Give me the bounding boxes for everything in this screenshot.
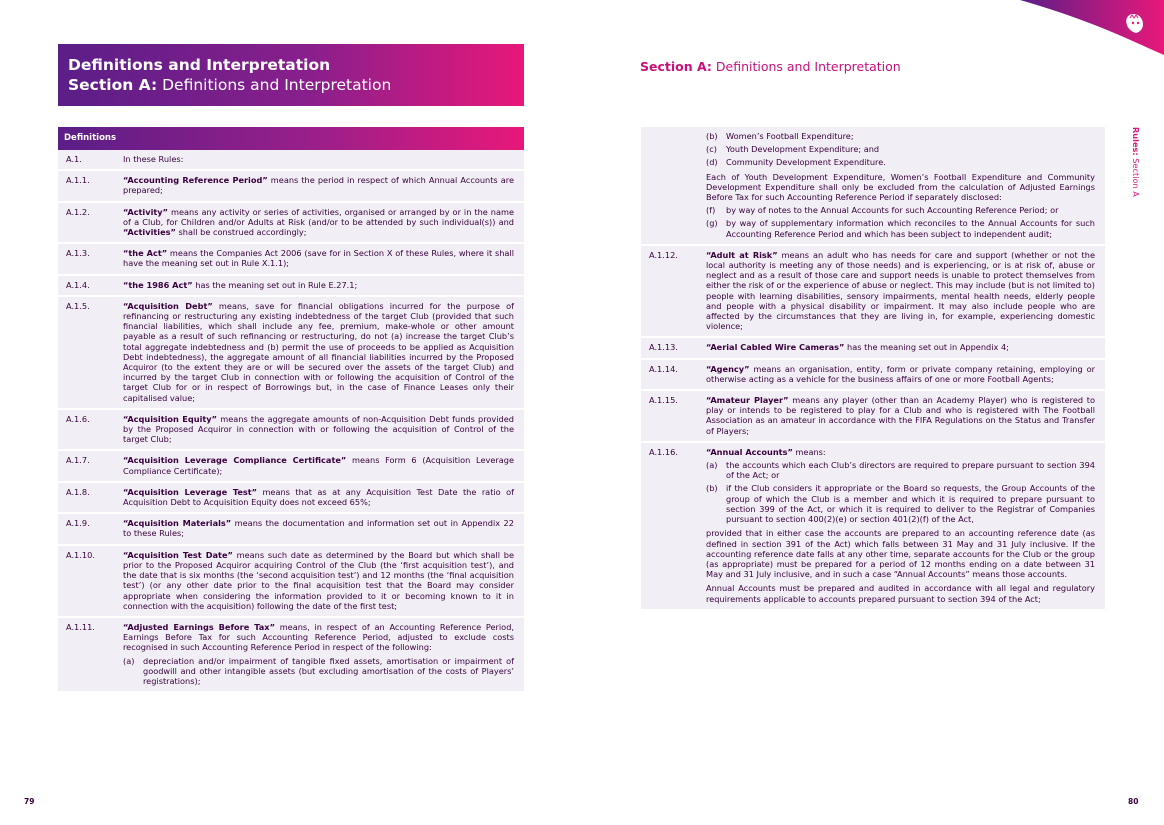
rule-number: A.1.16. xyxy=(649,446,678,457)
defined-term: “Acquisition Test Date” xyxy=(123,549,233,560)
defined-term: “Aerial Cabled Wire Cameras” xyxy=(706,342,845,353)
side-label-prefix: Rules: xyxy=(1131,127,1141,156)
corner-brand-graphic xyxy=(1020,0,1164,55)
side-section-label xyxy=(1131,127,1141,197)
section-heading-prefix: Section A: xyxy=(640,59,712,74)
definition-row-a113 xyxy=(58,244,524,275)
rule-number: A.1.9. xyxy=(66,518,90,529)
defined-term: “Accounting Reference Period” xyxy=(123,175,268,186)
rule-text xyxy=(123,518,514,538)
rule-body: means, save for financial obligations incurred for the purpose of refinancing or restructuring any existing indebtedness of the target Club (provided that such financial liabilities, which shall include any fee, premium, make-whole or other amount payable as a result of such refinancing or restructuring, do not (a) increase the target Club’s total aggregate indebtedness and (b) permit the use of proceeds to be applied as Acquisition Debt indebtedness), the aggregate amount of all financial liabilities incurred by the Proposed Acquiror (to the extent they are or will be secured over the assets of the target Club) and incurred by the target Club in connection with or following the acquisition of Control of the target Club for or in respect of Borrowings but, in the case of Finance Leases only their capitalised value; xyxy=(123,300,514,403)
definition-row-a117 xyxy=(58,451,524,482)
rule-body: means any activity or series of activities, organised or arranged by or in the name of a Club, for Children and/or Adults at Risk (and/or to be attended by such individual(s)) and xyxy=(123,206,514,227)
defined-term: “Agency” xyxy=(706,363,750,374)
rule-body: means the period in respect of which Annual Accounts are prepared; xyxy=(123,175,515,196)
rule-body: means, in respect of an Accounting Reference Period, Earnings Before Tax for such Accounting Reference Period, adjusted to exclude costs recognised in such Accounting Reference Period in respect of the following: xyxy=(123,621,514,653)
sub-text: Youth Development Expenditure; and xyxy=(726,144,880,155)
definitions-header: Definitions xyxy=(58,127,524,150)
sub-text: the accounts which each Club’s directors are required to prepare pursuant to section 394 of the Act; or xyxy=(726,460,1095,481)
defined-term: “Acquisition Leverage Compliance Certificate” xyxy=(123,455,347,466)
definition-row-a111 xyxy=(58,171,524,202)
definition-row-a114 xyxy=(58,276,524,297)
sub-item xyxy=(706,460,1095,480)
section-heading-rest: Definitions and Interpretation xyxy=(711,59,901,74)
rule-text xyxy=(123,414,514,445)
definition-row-a118 xyxy=(58,483,524,514)
rule-body: has the meaning set out in Appendix 4; xyxy=(844,342,1009,353)
rule-text xyxy=(123,487,514,507)
defined-term: “Activity” xyxy=(123,206,169,217)
definition-row-a1110 xyxy=(58,546,524,618)
rule-number: A.1.15. xyxy=(649,395,678,406)
rule-body: means the Companies Act 2006 (save for in Section X of these Rules, where it shall have the meaning set out in Rule X.1.1); xyxy=(123,248,514,269)
rule-body: means the documentation and information set out in Appendix 22 to these Rules; xyxy=(123,518,514,539)
rule-number: A.1.10. xyxy=(66,549,95,560)
sub-label: (a) xyxy=(123,655,135,666)
rule-text xyxy=(123,301,514,403)
rule-number-empty xyxy=(649,131,706,239)
definition-row-a116 xyxy=(58,410,524,452)
defined-term: “Acquisition Materials” xyxy=(123,518,232,529)
sub-item xyxy=(706,483,1095,524)
page-number-right: 80 xyxy=(1128,797,1139,806)
rule-body: means the aggregate amounts of non-Acquisition Debt funds provided by the Proposed Acquiror in connection with or following the acquisition of Control of the target Club; xyxy=(123,413,514,445)
definition-row-a1113 xyxy=(641,338,1105,359)
rule-text xyxy=(123,455,514,475)
sub-text: Community Development Expenditure. xyxy=(726,157,886,168)
title-section xyxy=(68,75,514,95)
rule-body: means such date as determined by the Board but which shall be prior to the Proposed Acquiror acquiring Control of the Club (the ‘first acquisition test’), and the date that is six months (the ‘second acquisition test’) and 12 months (the ‘final acquisition test’) (or any other date prior to the final acquisition test that the Board may consider appropriate when considering the information provided to it or becoming known to it in connection with the acquisition) following the date of the first test; xyxy=(123,549,514,611)
definition-row-a1111-continued xyxy=(641,127,1105,246)
defined-term: “Acquisition Debt” xyxy=(123,300,213,311)
rule-text xyxy=(123,175,514,195)
defined-term: “the Act” xyxy=(123,248,168,259)
rule-text xyxy=(706,447,1095,604)
sub-label: (g) xyxy=(706,218,718,229)
sub-label: (f) xyxy=(706,205,716,216)
rule-text xyxy=(706,342,1095,352)
rule-number: A.1.3. xyxy=(66,248,90,259)
rule-body: means Form 6 (Acquisition Leverage Compliance Certificate); xyxy=(123,455,514,476)
defined-term: “Activities” xyxy=(123,227,176,238)
rule-number: A.1.11. xyxy=(66,621,95,632)
rule-number: A.1.4. xyxy=(66,279,90,290)
sub-item xyxy=(706,205,1095,215)
rule-text xyxy=(706,131,1095,239)
paragraph: provided that in either case the accounts are prepared to an accounting reference date (as defined in section 391 of the Act) which falls between 31 May and 31 July inclusive. If the accounting reference date falls at any other time, separate accounts for the Club or the group (as appropriate) must be prepared for a period of 12 months ending on a date between 31 May and 31 July inclusive, and in such a case “Annual Accounts” means those accounts. xyxy=(706,528,1095,580)
rule-text xyxy=(123,280,514,290)
rule-number: A.1.14. xyxy=(649,363,678,374)
sub-item xyxy=(706,144,1095,154)
page-number-left: 79 xyxy=(24,797,35,806)
defined-term: “Adjusted Earnings Before Tax” xyxy=(123,621,275,632)
rule-number: A.1.12. xyxy=(649,249,678,260)
rule-body: means: xyxy=(792,446,826,457)
sub-label: (b) xyxy=(706,131,718,141)
rule-number: A.1.1. xyxy=(66,175,90,186)
rule-number: A.1.13. xyxy=(649,342,678,353)
rule-text xyxy=(123,207,514,238)
paragraph: Each of Youth Development Expenditure, Women’s Football Expenditure and Community Development Expenditure shall only be excluded from the calculation of Adjusted Earnings Before Tax for such Accounting Reference Period if separately disclosed: xyxy=(706,171,1095,203)
rule-body: means that as at any Acquisition Test Date the ratio of Acquisition Debt to Acquisition Equity does not exceed 65%; xyxy=(123,486,514,508)
rule-text xyxy=(123,248,514,268)
rule-body: has the meaning set out in Rule E.27.1; xyxy=(192,279,358,290)
defined-term: “Acquisition Equity” xyxy=(123,413,218,424)
defined-term: “Acquisition Leverage Test” xyxy=(123,486,258,497)
defined-term: “Adult at Risk” xyxy=(706,249,778,260)
sub-text: by way of notes to the Annual Accounts for such Accounting Reference Period; or xyxy=(726,205,1059,216)
title-section-rest: Definitions and Interpretation xyxy=(162,76,392,94)
rule-body: In these Rules: xyxy=(123,154,184,164)
rule-body: shall be construed accordingly; xyxy=(175,227,307,238)
sub-text: Women’s Football Expenditure; xyxy=(726,131,854,141)
definitions-table-right xyxy=(641,127,1105,611)
rule-number: A.1.8. xyxy=(66,486,90,497)
definition-row-a112 xyxy=(58,203,524,245)
definition-row-a115 xyxy=(58,297,524,410)
sub-item xyxy=(706,157,1095,167)
rule-text xyxy=(706,250,1095,332)
title-banner xyxy=(58,44,524,106)
sub-text: by way of supplementary information which reconciles to the Annual Accounts for such Accounting Reference Period and which has been subject to independent audit; xyxy=(726,218,1095,239)
defined-term: “the 1986 Act” xyxy=(123,279,193,290)
sub-item xyxy=(706,131,1095,141)
side-section-tab xyxy=(1128,127,1142,227)
definition-row-a1114 xyxy=(641,360,1105,391)
title-main: Definitions and Interpretation xyxy=(68,56,331,74)
rule-number: A.1.7. xyxy=(66,455,90,466)
sub-text: depreciation and/or impairment of tangible fixed assets, amortisation or impairment of goodwill and other intangible assets (but excluding amortisation of the costs of Players’ registrations); xyxy=(143,655,514,686)
rule-number: A.1.2. xyxy=(66,206,90,217)
paragraph: Annual Accounts must be prepared and audited in accordance with all legal and regulatory requirements applicable to accounts prepared pursuant to section 394 of the Act; xyxy=(706,583,1095,604)
sub-item xyxy=(123,656,514,687)
title-section-prefix: Section A: xyxy=(68,76,158,94)
rule-number: A.1.5. xyxy=(66,300,90,311)
definition-row-a1112 xyxy=(641,246,1105,339)
rule-number: A.1.6. xyxy=(66,413,90,424)
sub-label: (d) xyxy=(706,157,718,168)
side-label-rest: Section A xyxy=(1131,155,1141,197)
defined-term: “Amateur Player” xyxy=(706,395,789,406)
rule-text xyxy=(706,395,1095,436)
sub-label: (b) xyxy=(706,483,718,494)
rule-body: means an adult who has needs for care and support (whether or not the local authority is meeting any of those needs) and is experiencing, or is at risk of, abuse or neglect and as a result of those care and support needs is unable to protect themselves from either the risk of or the experience of abuse or neglect. This may include (but is not limited to) people with learning disabilities, sensory impairments, mental health needs, elderly people and people with a physical disability or impairment. It may also include people who are affected by the circumstances that they are living in, for example, experiencing domestic violence; xyxy=(706,249,1095,332)
definitions-table-left xyxy=(58,127,524,693)
definition-row-a119 xyxy=(58,514,524,545)
sub-label: (a) xyxy=(706,460,718,471)
sub-text: if the Club considers it appropriate or the Board so requests, the Group Accounts of the group of which the Club is a member and which it is required to prepare pursuant to section 399 of the Act, or which it is required to deliver to the Registrar of Companies pursuant to section 400(2)(e) or section 401(2)(f) of the Act, xyxy=(726,483,1095,525)
definition-row-a1116 xyxy=(641,443,1105,611)
definition-row-a1111 xyxy=(58,618,524,693)
rule-body: means an organisation, entity, form or private company retaining, employing or otherwise acting as a vehicle for the business affairs of one or more Football Agents; xyxy=(706,363,1095,384)
rule-text xyxy=(123,622,514,686)
sub-label: (c) xyxy=(706,144,717,155)
rule-text xyxy=(123,550,514,611)
rule-number: A.1. xyxy=(66,154,82,164)
sub-item xyxy=(706,218,1095,238)
section-heading xyxy=(640,59,901,74)
definition-row-a1115 xyxy=(641,391,1105,443)
defined-term: “Annual Accounts” xyxy=(706,446,793,457)
definition-row-a1 xyxy=(58,150,524,171)
rule-text xyxy=(123,154,514,164)
rule-text xyxy=(706,364,1095,384)
rule-body: means any player (other than an Academy Player) who is registered to play or intends to be registered to play for a Club and who is registered with The Football Association as an amateur in accordance with the FIFA Regulations on the Status and Transfer of Players; xyxy=(706,395,1095,436)
